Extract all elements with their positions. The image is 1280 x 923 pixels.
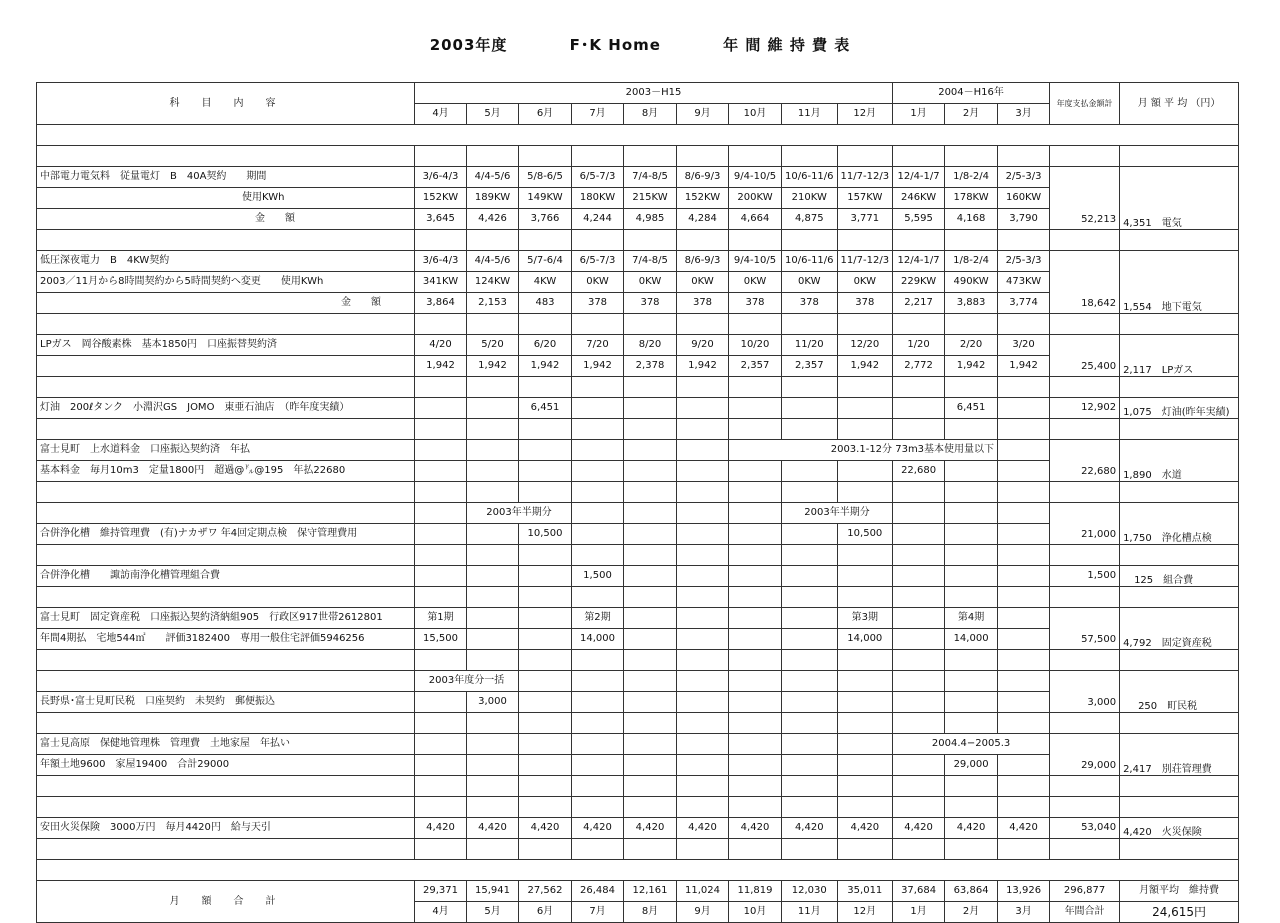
septic-half-note: 2003年半期分 <box>782 503 893 524</box>
table-row <box>37 377 1239 398</box>
month-header: 10月 <box>729 104 782 125</box>
title-company: F･K Home <box>569 36 661 54</box>
night-period: 10/6-11/6 <box>782 251 838 272</box>
month-footer: 7月 <box>572 902 624 923</box>
table-row <box>37 650 1239 671</box>
title-year: 2003年度 <box>429 36 508 54</box>
title-name: 年 間 維 持 費 表 <box>723 36 851 54</box>
resident-label: 長野県･富士見町民税 口座契約 未契約 郵便振込 <box>37 692 415 713</box>
oil-avg: 1,075 灯油(昨年実績) <box>1120 398 1239 419</box>
elec-amount: 3,771 <box>837 209 893 230</box>
lpg-amount: 1,942 <box>415 356 467 377</box>
lpg-date: 11/20 <box>782 335 838 356</box>
water-avg: 1,890 水道 <box>1120 440 1239 482</box>
lpg-date: 4/20 <box>415 335 467 356</box>
table-row <box>37 818 1239 839</box>
tax-jul: 14,000 <box>572 629 624 650</box>
elec-kwh: 152KW <box>677 188 729 209</box>
ins-amount: 4,420 <box>467 818 519 839</box>
elec-amount: 4,426 <box>467 209 519 230</box>
night-period: 3/6-4/3 <box>415 251 467 272</box>
table-row <box>37 419 1239 440</box>
night-amount: 3,774 <box>998 293 1050 314</box>
ins-amount: 4,420 <box>519 818 572 839</box>
month-header: 6月 <box>519 104 572 125</box>
night-amount: 483 <box>519 293 572 314</box>
ins-amount: 4,420 <box>893 818 945 839</box>
month-footer: 5月 <box>467 902 519 923</box>
elec-kwh: 152KW <box>415 188 467 209</box>
month-header: 7月 <box>572 104 624 125</box>
lpg-label: LPガス 岡谷酸素株 基本1850円 口座振替契約済 <box>37 335 415 356</box>
month-header: 1月 <box>893 104 945 125</box>
monthly-total: 63,864 <box>945 881 998 902</box>
tax-avg: 4,792 固定資産税 <box>1120 608 1239 650</box>
ins-amount: 4,420 <box>572 818 624 839</box>
table-row <box>37 314 1239 335</box>
night-amount: 378 <box>677 293 729 314</box>
villa-total: 29,000 <box>1050 734 1120 776</box>
monthly-total: 11,024 <box>677 881 729 902</box>
table-row <box>37 797 1239 818</box>
ins-amount: 4,420 <box>624 818 677 839</box>
tax-term: 第2期 <box>572 608 624 629</box>
septic-total: 21,000 <box>1050 503 1120 545</box>
elec-period: 8/6-9/3 <box>677 167 729 188</box>
table-row <box>37 839 1239 860</box>
villa-feb: 29,000 <box>945 755 998 776</box>
lpg-date: 1/20 <box>893 335 945 356</box>
month-header: 12月 <box>837 104 893 125</box>
night-amount: 2,153 <box>467 293 519 314</box>
night-avg: 1,554 地下電気 <box>1120 251 1239 314</box>
elec-avg: 4,351 電気 <box>1120 167 1239 230</box>
month-header: 11月 <box>782 104 838 125</box>
lpg-amount: 2,357 <box>782 356 838 377</box>
night-kwh: 4KW <box>519 272 572 293</box>
water-label-2: 基本料金 毎月10m3 定量1800円 超過@㌦@195 年払22680 <box>37 461 415 482</box>
elec-amount: 5,595 <box>893 209 945 230</box>
lpg-date: 3/20 <box>998 335 1050 356</box>
elec-kwh: 149KW <box>519 188 572 209</box>
night-period: 6/5-7/3 <box>572 251 624 272</box>
elec-period: 2/5-3/3 <box>998 167 1050 188</box>
villa-avg: 2,417 別荘管理費 <box>1120 734 1239 776</box>
lpg-amount: 1,942 <box>677 356 729 377</box>
table-row <box>37 545 1239 566</box>
elec-kwh: 178KW <box>945 188 998 209</box>
night-amount: 378 <box>572 293 624 314</box>
lpg-amount: 1,942 <box>572 356 624 377</box>
elec-period: 9/4-10/5 <box>729 167 782 188</box>
elec-amount: 4,244 <box>572 209 624 230</box>
elec-kwh: 160KW <box>998 188 1050 209</box>
tax-term: 第3期 <box>837 608 893 629</box>
night-period: 5/7-6/4 <box>519 251 572 272</box>
table-row <box>37 503 1239 524</box>
elec-kwh: 215KW <box>624 188 677 209</box>
night-kwh: 341KW <box>415 272 467 293</box>
table-row <box>37 440 1239 461</box>
separator <box>37 860 1239 881</box>
night-period: 8/6-9/3 <box>677 251 729 272</box>
ins-amount: 4,420 <box>782 818 838 839</box>
tax-label-2: 年間4期払 宅地544㎡ 評価3182400 専用一般住宅評価5946256 <box>37 629 415 650</box>
lpg-date: 8/20 <box>624 335 677 356</box>
month-footer: 9月 <box>677 902 729 923</box>
monthly-total: 29,371 <box>415 881 467 902</box>
monthly-total-label: 月 額 合 計 <box>37 881 415 923</box>
month-footer: 11月 <box>782 902 838 923</box>
oil-feb: 6,451 <box>945 398 998 419</box>
tax-term: 第1期 <box>415 608 467 629</box>
elec-amount: 4,168 <box>945 209 998 230</box>
night-kwh-label: 2003／11月から8時間契約から5時間契約へ変更 使用KWh <box>37 272 415 293</box>
month-header: 8月 <box>624 104 677 125</box>
night-period: 2/5-3/3 <box>998 251 1050 272</box>
lpg-date: 6/20 <box>519 335 572 356</box>
lpg-date: 12/20 <box>837 335 893 356</box>
night-kwh: 473KW <box>998 272 1050 293</box>
night-kwh: 0KW <box>677 272 729 293</box>
elec-period: 11/7-12/3 <box>837 167 893 188</box>
lpg-amount: 2,357 <box>729 356 782 377</box>
night-amount-label: 金 額 <box>37 293 415 314</box>
septic-avg: 1,750 浄化槽点検 <box>1120 503 1239 545</box>
month-header: 2月 <box>945 104 998 125</box>
elec-period: 7/4-8/5 <box>624 167 677 188</box>
elec-period: 12/4-1/7 <box>893 167 945 188</box>
table-row <box>37 230 1239 251</box>
ins-amount: 4,420 <box>415 818 467 839</box>
resident-note: 2003年度分一括 <box>415 671 519 692</box>
night-kwh: 124KW <box>467 272 519 293</box>
villa-label: 富士見高原 保健地管理株 管理費 土地家屋 年払い <box>37 734 415 755</box>
elec-period: 4/4-5/6 <box>467 167 519 188</box>
lpg-date: 5/20 <box>467 335 519 356</box>
elec-amount: 3,790 <box>998 209 1050 230</box>
oil-total: 12,902 <box>1050 398 1120 419</box>
night-amount: 378 <box>624 293 677 314</box>
tax-apr: 15,500 <box>415 629 467 650</box>
tax-feb: 14,000 <box>945 629 998 650</box>
fy2004-header: 2004－H16年 <box>893 83 1050 104</box>
elec-amount: 3,766 <box>519 209 572 230</box>
villa-label-2: 年額土地9600 家屋19400 合計29000 <box>37 755 415 776</box>
table-row <box>37 671 1239 692</box>
resident-total: 3,000 <box>1050 671 1120 713</box>
elec-amount: 3,645 <box>415 209 467 230</box>
month-header: 4月 <box>415 104 467 125</box>
tax-total: 57,500 <box>1050 608 1120 650</box>
night-kwh: 0KW <box>729 272 782 293</box>
lpg-amount: 1,942 <box>519 356 572 377</box>
night-period: 11/7-12/3 <box>837 251 893 272</box>
night-amount: 3,864 <box>415 293 467 314</box>
monthly-avg-header: 月 額 平 均 （円） <box>1120 83 1239 125</box>
month-footer: 8月 <box>624 902 677 923</box>
elec-kwh: 157KW <box>837 188 893 209</box>
ins-amount: 4,420 <box>837 818 893 839</box>
monthly-total: 35,011 <box>837 881 893 902</box>
elec-amount: 4,875 <box>782 209 838 230</box>
night-amount: 378 <box>729 293 782 314</box>
night-kwh: 490KW <box>945 272 998 293</box>
month-header: 9月 <box>677 104 729 125</box>
month-footer: 3月 <box>998 902 1050 923</box>
suwa-label: 合併浄化槽 諏訪南浄化槽管理組合費 <box>37 566 415 587</box>
suwa-avg: 125 組合費 <box>1120 566 1239 587</box>
night-kwh: 0KW <box>782 272 838 293</box>
oil-label: 灯油 200ℓタンク 小淵沢GS JOMO 東亜石油店 （昨年度実績） <box>37 398 415 419</box>
lpg-date: 10/20 <box>729 335 782 356</box>
ins-label: 安田火災保険 3000万円 毎月4420円 給与天引 <box>37 818 415 839</box>
maintenance-cost-table <box>36 82 1239 923</box>
avg-maintenance-value: 24,615円 <box>1120 902 1239 923</box>
annual-total-header: 年度支払金額計 <box>1050 83 1120 125</box>
item-header: 科 目 内 容 <box>37 83 415 125</box>
elec-kwh: 246KW <box>893 188 945 209</box>
water-label: 富士見町 上水道料金 口座振込契約済 年払 <box>37 440 415 461</box>
ins-avg: 4,420 火災保険 <box>1120 818 1239 839</box>
elec-amount: 4,284 <box>677 209 729 230</box>
separator <box>37 125 1239 146</box>
night-total: 18,642 <box>1050 251 1120 314</box>
monthly-total: 27,562 <box>519 881 572 902</box>
elec-kwh: 189KW <box>467 188 519 209</box>
elec-kwh: 210KW <box>782 188 838 209</box>
elec-period: 5/8-6/5 <box>519 167 572 188</box>
lpg-avg: 2,117 LPガス <box>1120 335 1239 377</box>
water-note: 2003.1-12分 73m3基本使用量以下 <box>729 440 998 461</box>
monthly-total: 13,926 <box>998 881 1050 902</box>
footer-row-totals <box>37 881 1239 902</box>
lpg-amount: 2,772 <box>893 356 945 377</box>
tax-dec: 14,000 <box>837 629 893 650</box>
night-period: 7/4-8/5 <box>624 251 677 272</box>
avg-maintenance-label: 月額平均 維持費 <box>1120 881 1239 902</box>
ins-amount: 4,420 <box>998 818 1050 839</box>
septic-label: 合併浄化槽 維持管理費 (有)ナカザワ 年4回定期点検 保守管理費用 <box>37 524 415 545</box>
night-kwh: 229KW <box>893 272 945 293</box>
resident-avg: 250 町民税 <box>1120 671 1239 713</box>
elec-amount-label: 金 額 <box>37 209 415 230</box>
elec-kwh: 180KW <box>572 188 624 209</box>
month-header: 5月 <box>467 104 519 125</box>
septic-half-note: 2003年半期分 <box>467 503 572 524</box>
suwa-jul: 1,500 <box>572 566 624 587</box>
monthly-total: 37,684 <box>893 881 945 902</box>
elec-total: 52,213 <box>1050 167 1120 230</box>
monthly-total: 15,941 <box>467 881 519 902</box>
monthly-total: 12,030 <box>782 881 838 902</box>
elec-amount: 4,985 <box>624 209 677 230</box>
suwa-total: 1,500 <box>1050 566 1120 587</box>
table-row <box>37 713 1239 734</box>
villa-period: 2004.4−2005.3 <box>893 734 1050 755</box>
table-row <box>37 335 1239 356</box>
night-period: 9/4-10/5 <box>729 251 782 272</box>
table-row <box>37 587 1239 608</box>
grand-total: 296,877 <box>1050 881 1120 902</box>
lpg-amount: 2,378 <box>624 356 677 377</box>
resident-may: 3,000 <box>467 692 519 713</box>
elec-label: 中部電力電気料 従量電灯 B 40A契約 期間 <box>37 167 415 188</box>
table-row <box>37 734 1239 755</box>
night-amount: 3,883 <box>945 293 998 314</box>
monthly-total: 11,819 <box>729 881 782 902</box>
lpg-amount: 1,942 <box>998 356 1050 377</box>
annual-total-label: 年間合計 <box>1050 902 1120 923</box>
lpg-amount: 1,942 <box>945 356 998 377</box>
table-row <box>37 167 1239 188</box>
elec-period: 10/6-11/6 <box>782 167 838 188</box>
month-footer: 1月 <box>893 902 945 923</box>
lpg-date: 7/20 <box>572 335 624 356</box>
septic-dec: 10,500 <box>837 524 893 545</box>
table-row <box>37 146 1239 167</box>
table-row <box>37 776 1239 797</box>
night-amount: 2,217 <box>893 293 945 314</box>
water-jan: 22,680 <box>893 461 945 482</box>
monthly-total: 12,161 <box>624 881 677 902</box>
month-footer: 10月 <box>729 902 782 923</box>
lpg-amount: 1,942 <box>467 356 519 377</box>
water-total: 22,680 <box>1050 440 1120 482</box>
septic-jun: 10,500 <box>519 524 572 545</box>
month-footer: 6月 <box>519 902 572 923</box>
elec-period: 1/8-2/4 <box>945 167 998 188</box>
month-footer: 4月 <box>415 902 467 923</box>
lpg-date: 9/20 <box>677 335 729 356</box>
table-row <box>37 398 1239 419</box>
fy2003-header: 2003－H15 <box>415 83 893 104</box>
night-period: 12/4-1/7 <box>893 251 945 272</box>
night-period: 4/4-5/6 <box>467 251 519 272</box>
night-period: 1/8-2/4 <box>945 251 998 272</box>
table-row <box>37 482 1239 503</box>
elec-period: 6/5-7/3 <box>572 167 624 188</box>
ins-amount: 4,420 <box>729 818 782 839</box>
table-row <box>37 566 1239 587</box>
oil-jun: 6,451 <box>519 398 572 419</box>
elec-period: 3/6-4/3 <box>415 167 467 188</box>
header-row-top <box>37 83 1239 104</box>
elec-kwh-label: 使用KWh <box>37 188 415 209</box>
monthly-total: 26,484 <box>572 881 624 902</box>
tax-term: 第4期 <box>945 608 998 629</box>
elec-kwh: 200KW <box>729 188 782 209</box>
lpg-amount: 1,942 <box>837 356 893 377</box>
lpg-date: 2/20 <box>945 335 998 356</box>
month-footer: 2月 <box>945 902 998 923</box>
night-label: 低圧深夜電力 B 4KW契約 <box>37 251 415 272</box>
elec-amount: 4,664 <box>729 209 782 230</box>
table-row <box>37 251 1239 272</box>
page-title <box>0 34 1280 55</box>
night-kwh: 0KW <box>624 272 677 293</box>
night-amount: 378 <box>782 293 838 314</box>
lpg-total: 25,400 <box>1050 335 1120 377</box>
night-amount: 378 <box>837 293 893 314</box>
ins-amount: 4,420 <box>945 818 998 839</box>
ins-total: 53,040 <box>1050 818 1120 839</box>
night-kwh: 0KW <box>837 272 893 293</box>
tax-label: 富士見町 固定資産税 口座振込契約済納組905 行政区917世帯2612801 <box>37 608 415 629</box>
ins-amount: 4,420 <box>677 818 729 839</box>
night-kwh: 0KW <box>572 272 624 293</box>
month-header: 3月 <box>998 104 1050 125</box>
month-footer: 12月 <box>837 902 893 923</box>
table-row <box>37 608 1239 629</box>
